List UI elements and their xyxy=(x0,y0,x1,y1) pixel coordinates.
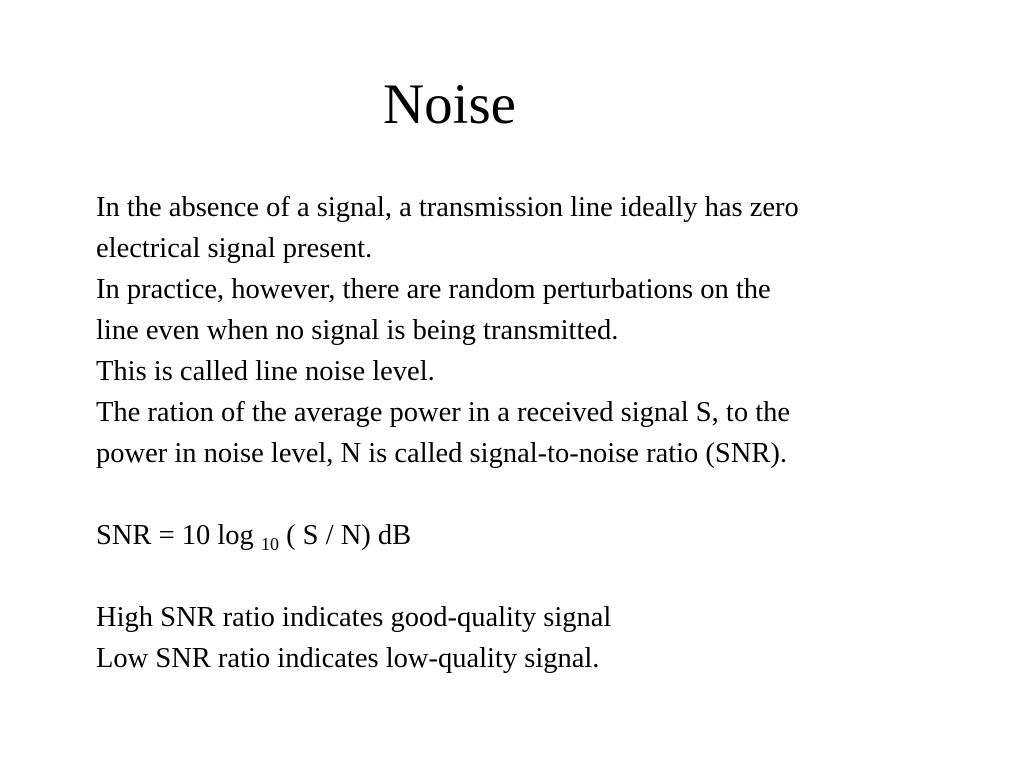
conclusion-line: High SNR ratio indicates good-quality signal xyxy=(96,602,612,633)
body-line: In practice, however, there are random perturbations on the xyxy=(96,274,771,305)
slide-body xyxy=(96,187,996,679)
formula-suffix: ( S / N) dB xyxy=(286,520,412,551)
snr-formula xyxy=(96,515,996,556)
body-line: electrical signal present. xyxy=(96,233,373,264)
body-line: line even when no signal is being transmitted. xyxy=(96,315,619,346)
body-line: power in noise level, N is called signal-to-noise ratio (SNR). xyxy=(96,438,787,469)
body-line: The ration of the average power in a received signal S, to the xyxy=(96,397,791,428)
conclusion-line: Low SNR ratio indicates low-quality signal. xyxy=(96,643,600,674)
formula-prefix: SNR = 10 log xyxy=(96,520,254,551)
body-line: In the absence of a signal, a transmission line ideally has zero xyxy=(96,192,799,223)
spacer xyxy=(96,474,996,515)
body-line: This is called line noise level. xyxy=(96,356,435,387)
spacer xyxy=(96,556,996,597)
slide-title: Noise xyxy=(383,73,516,136)
formula-subscript: 10 xyxy=(260,534,279,554)
